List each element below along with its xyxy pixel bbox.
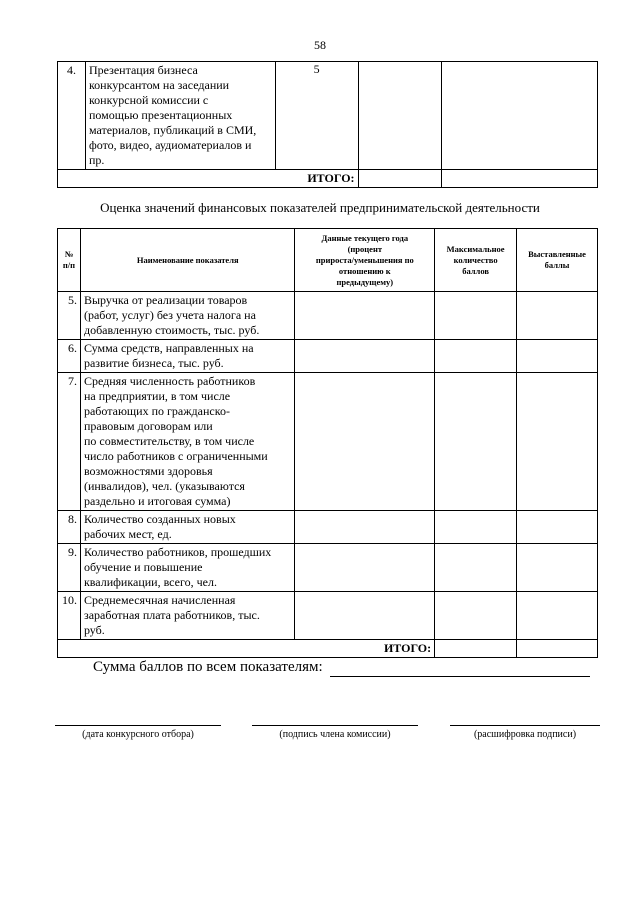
header-current-year: Данные текущего года (процент прироста/уменьшения по отношению к предыдущему) xyxy=(295,229,435,292)
empty-cell xyxy=(517,592,598,640)
total-label: ИТОГО: xyxy=(58,640,435,658)
sum-of-scores-field[interactable] xyxy=(330,676,590,677)
empty-cell xyxy=(295,544,435,592)
indicator-name: Среднемесячная начисленная заработная плата работников, тыс. руб. xyxy=(80,592,295,640)
signature-member xyxy=(252,725,418,740)
empty-cell xyxy=(295,340,435,373)
row-number: 10. xyxy=(58,592,81,640)
max-score: 5 xyxy=(275,62,358,170)
header-name: Наименование показателя xyxy=(80,229,295,292)
table-row xyxy=(58,544,598,592)
total-row xyxy=(58,640,598,658)
row-number: 5. xyxy=(58,292,81,340)
table-row xyxy=(58,292,598,340)
table-row xyxy=(58,592,598,640)
row-number: 4. xyxy=(58,62,86,170)
empty-cell xyxy=(517,544,598,592)
date-caption: (дата конкурсного отбора) xyxy=(55,725,221,740)
presentation-table xyxy=(57,61,598,188)
indicator-name: Количество созданных новых рабочих мест, ед. xyxy=(80,511,295,544)
signature-date xyxy=(55,725,221,740)
row-number: 6. xyxy=(58,340,81,373)
total-label: ИТОГО: xyxy=(58,170,359,188)
header-num: № п/п xyxy=(58,229,81,292)
empty-cell xyxy=(435,340,517,373)
empty-cell xyxy=(435,373,517,511)
total-value-cell xyxy=(435,640,517,658)
empty-cell xyxy=(295,511,435,544)
header-row xyxy=(58,229,598,292)
financial-indicators-table xyxy=(57,228,598,658)
empty-cell xyxy=(435,292,517,340)
row-number: 8. xyxy=(58,511,81,544)
indicator-name: Количество работников, прошедших обучение и повышение квалификации, всего, чел. xyxy=(80,544,295,592)
total-row xyxy=(58,170,598,188)
signature-caption: (подпись члена комиссии) xyxy=(252,725,418,740)
signature-decoding xyxy=(450,725,600,740)
header-given-score: Выставленные баллы xyxy=(517,229,598,292)
indicator-name: Выручка от реализации товаров (работ, услуг) без учета налога на добавленную стоимость, тыс. руб. xyxy=(80,292,295,340)
empty-cell xyxy=(435,511,517,544)
empty-cell xyxy=(442,170,598,188)
page-number: 58 xyxy=(314,38,326,52)
table-row xyxy=(58,373,598,511)
total-value-cell xyxy=(358,170,442,188)
row-number: 7. xyxy=(58,373,81,511)
empty-cell xyxy=(358,62,442,170)
indicator-name: Сумма средств, направленных на развитие бизнеса, тыс. руб. xyxy=(80,340,295,373)
table-row xyxy=(58,62,598,170)
table-row xyxy=(58,511,598,544)
empty-cell xyxy=(517,340,598,373)
table-row xyxy=(58,340,598,373)
empty-cell xyxy=(517,373,598,511)
empty-cell xyxy=(435,544,517,592)
empty-cell xyxy=(517,640,598,658)
section-title: Оценка значений финансовых показателей предпринимательской деятельности xyxy=(100,200,540,215)
empty-cell xyxy=(435,592,517,640)
empty-cell xyxy=(517,511,598,544)
indicator-name: Презентация бизнеса конкурсантом на заседании конкурсной комиссии с помощью презентационных материалов, публикаций в СМИ, фото, видео, аудиоматериалов и пр. xyxy=(85,62,275,170)
empty-cell xyxy=(295,373,435,511)
empty-cell xyxy=(295,292,435,340)
indicator-name: Средняя численность работников на предприятии, в том числе работающих по гражданско- правовым договорам или по совместительству, в том числе число работников с ограниченными возможностями здоровья (инвалидов), чел. (указываются раздельно и итоговая сумма) xyxy=(80,373,295,511)
empty-cell xyxy=(517,292,598,340)
empty-cell xyxy=(442,62,598,170)
sum-of-scores-label: Сумма баллов по всем показателям: xyxy=(93,659,323,675)
row-number: 9. xyxy=(58,544,81,592)
header-max-score: Максимальное количество баллов xyxy=(435,229,517,292)
decoding-caption: (расшифровка подписи) xyxy=(450,725,600,740)
empty-cell xyxy=(295,592,435,640)
